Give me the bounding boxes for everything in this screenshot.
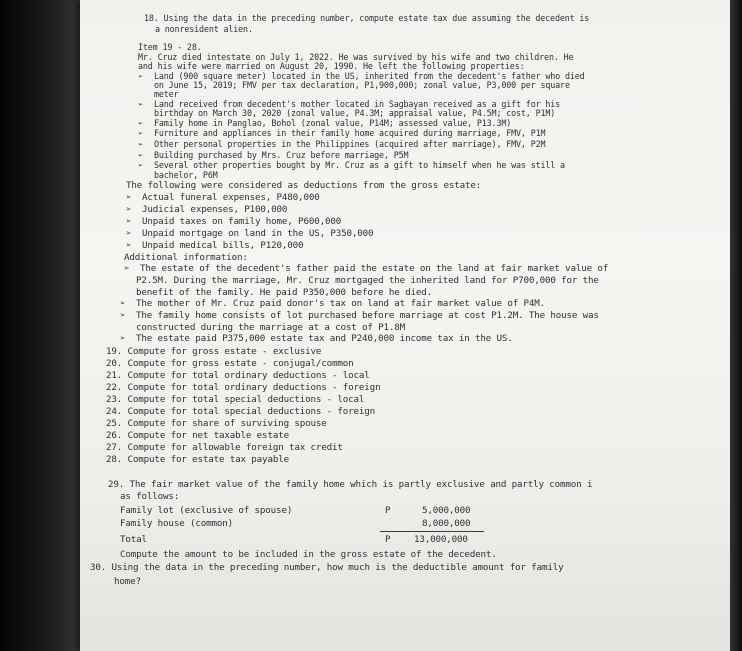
question-item: 25. Compute for share of surviving spouse xyxy=(106,418,327,429)
q29-row-label: Family house (common) xyxy=(120,518,234,529)
question-item: 26. Compute for net taxable estate xyxy=(106,430,289,441)
document-page xyxy=(80,0,730,651)
q29-row-label: Total xyxy=(120,534,147,545)
bullet-arrow-icon: ➢ xyxy=(120,310,126,321)
bullet-arrow-icon: ➢ xyxy=(138,71,143,81)
bullet-arrow-icon: ➢ xyxy=(120,298,126,309)
q30-line1: 30. Using the data in the preceding number, how much is the deductible amount for family xyxy=(90,562,564,573)
dark-background-left xyxy=(0,0,86,651)
property-item: ➢ Other personal properties in the Philippines (acquired after marriage), FMV, P2M xyxy=(138,139,546,149)
q29-row-amount: 8,000,000 xyxy=(422,518,471,529)
additional-item-cont: constructed during the marriage at a cost of P1.8M xyxy=(136,322,406,333)
bullet-arrow-icon: ➢ xyxy=(126,228,132,239)
question-item: 19. Compute for gross estate - exclusive xyxy=(106,346,322,357)
property-item: ➢ Several other properties bought by Mr. Cruz as a gift to himself when he was still a xyxy=(138,160,565,170)
bullet-arrow-icon: ➢ xyxy=(138,99,143,109)
q29-row-amount: 5,000,000 xyxy=(422,505,471,516)
item-range-label: Item 19 - 28. xyxy=(138,42,202,52)
q18-line1: 18. Using the data in the preceding number, compute estate tax due assuming the decedent is xyxy=(144,13,590,23)
deduction-item: ➢ Unpaid mortgage on land in the US, P350,000 xyxy=(126,228,374,239)
property-item: ➢ Family home in Panglao, Bohol (zonal value, P14M; assessed value, P13.3M) xyxy=(138,118,512,128)
property-item-cont: birthday on March 30, 2020 (zonal value, P4.3M; appraisal value, P4.5M; cost, P1M) xyxy=(154,108,556,118)
question-item: 20. Compute for gross estate - conjugal/common xyxy=(106,358,354,369)
q18-line2: a nonresident alien. xyxy=(155,24,253,34)
q29-line2: as follows: xyxy=(120,491,180,502)
case-intro-line1: Mr. Cruz died intestate on July 1, 2022. He was survived by his wife and two children. He xyxy=(138,52,574,62)
question-item: 23. Compute for total special deductions - local xyxy=(106,394,365,405)
question-item: 24. Compute for total special deductions - foreign xyxy=(106,406,376,417)
deduction-item: ➢ Actual funeral expenses, P480,000 xyxy=(126,192,320,203)
case-intro-line2: and his wife were married on August 20, 1990. He left the following properties: xyxy=(138,61,525,71)
q29-instruction: Compute the amount to be included in the gross estate of the decedent. xyxy=(120,549,497,560)
property-item-cont: bachelor, P6M xyxy=(154,170,218,180)
additional-item: ➢ The estate paid P375,000 estate tax and P240,000 income tax in the US. xyxy=(120,333,513,344)
bullet-arrow-icon: ➢ xyxy=(126,204,132,215)
property-item-cont: meter xyxy=(154,89,179,99)
bullet-arrow-icon: ➢ xyxy=(138,150,143,160)
bullet-arrow-icon: ➢ xyxy=(138,128,143,138)
deductions-intro: The following were considered as deductions from the gross estate: xyxy=(126,180,482,191)
additional-item-cont: P2.5M. During the marriage, Mr. Cruz mortgaged the inherited land for P700,000 for the xyxy=(136,275,599,286)
property-item: ➢ Building purchased by Mrs. Cruz before marriage, P5M xyxy=(138,150,409,160)
bullet-arrow-icon: ➢ xyxy=(138,118,143,128)
property-item: ➢ Furniture and appliances in their family home acquired during marriage, FMV, P1M xyxy=(138,128,546,138)
bullet-arrow-icon: ➢ xyxy=(126,192,132,203)
sum-underline xyxy=(380,531,484,532)
q29-row-label: Family lot (exclusive of spouse) xyxy=(120,505,293,516)
bullet-arrow-icon: ➢ xyxy=(124,263,130,274)
q30-line2: home? xyxy=(114,576,141,587)
bullet-arrow-icon: ➢ xyxy=(126,240,132,251)
additional-info-label: Additional information: xyxy=(124,252,248,263)
q29-line1: 29. The fair market value of the family home which is partly exclusive and partly common i xyxy=(108,479,593,490)
bullet-arrow-icon: ➢ xyxy=(138,160,143,170)
q29-row-currency: P xyxy=(385,505,391,516)
additional-item: ➢ The estate of the decedent's father paid the estate on the land at fair market value of xyxy=(124,263,609,274)
deduction-item: ➢ Judicial expenses, P100,000 xyxy=(126,204,288,215)
bullet-arrow-icon: ➢ xyxy=(120,333,126,344)
q29-row-currency: P xyxy=(385,534,391,545)
question-item: 28. Compute for estate tax payable xyxy=(106,454,289,465)
question-item: 22. Compute for total ordinary deductions - foreign xyxy=(106,382,381,393)
property-item: ➢ Land received from decedent's mother located in Sagbayan received as a gift for his xyxy=(138,99,561,109)
q29-row-amount: 13,000,000 xyxy=(414,534,468,545)
question-item: 21. Compute for total ordinary deductions - local xyxy=(106,370,370,381)
property-item: ➢ Land (900 square meter) located in the US, inherited from the decedent's father who died xyxy=(138,71,585,81)
question-item: 27. Compute for allowable foreign tax credit xyxy=(106,442,343,453)
additional-item-cont: benefit of the family. He paid P350,000 before he died. xyxy=(136,287,432,298)
deduction-item: ➢ Unpaid medical bills, P120,000 xyxy=(126,240,304,251)
additional-item: ➢ The family home consists of lot purchased before marriage at cost P1.2M. The house was xyxy=(120,310,599,321)
bullet-arrow-icon: ➢ xyxy=(126,216,132,227)
property-item-cont: on June 15, 2019; FMV per tax declaration, P1,900,000; zonal value, P3,000 per square xyxy=(154,80,570,90)
additional-item: ➢ The mother of Mr. Cruz paid donor's tax on land at fair market value of P4M. xyxy=(120,298,545,309)
bullet-arrow-icon: ➢ xyxy=(138,139,143,149)
deduction-item: ➢ Unpaid taxes on family home, P600,000 xyxy=(126,216,342,227)
